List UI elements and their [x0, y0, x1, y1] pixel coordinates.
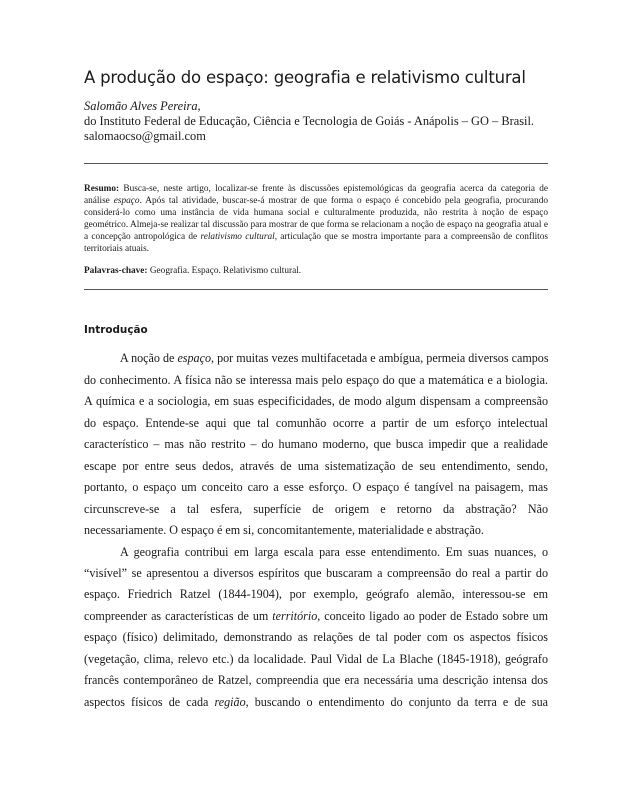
text-line: escape por entre seus dedos, através de uma sistematização de seu entendimento, sendo, [84, 458, 548, 473]
text-emphasis: região [214, 694, 246, 709]
text-emphasis: território [272, 608, 318, 623]
abstract-emphasis-2: relativismo cultural [200, 231, 275, 242]
text-run: , conceito ligado ao poder de Estado sobre um [317, 608, 548, 623]
text-run: , por muitas vezes multifacetada e ambígua, permeia diversos campos [211, 351, 549, 366]
keywords-text: Geografia. Espaço. Relativismo cultural. [147, 266, 302, 277]
keywords-label: Palavras-chave: [84, 266, 148, 277]
text-run: , buscando o entendimento do conjunto da terra e de sua [245, 694, 548, 709]
text-line: portanto, o espaço um conceito caro a esse esforço. O espaço é tangível na paisagem, mas [84, 480, 548, 495]
text-emphasis: espaço [177, 351, 212, 366]
text-line: espaço. Friedrich Ratzel (1844-1904), por exemplo, geógrafo alemão, interessou-se em [84, 587, 548, 602]
author-name: Salomão Alves Pereira, [84, 99, 201, 113]
body-text [84, 348, 548, 713]
author-email: salomaocso@gmail.com [84, 129, 206, 143]
text-line [84, 692, 548, 713]
text-line: A geografia contribui em larga escala para esse entendimento. Em suas nuances, o [120, 544, 548, 559]
text-run: aspectos físicos de cada [84, 694, 215, 709]
text-line [84, 606, 548, 627]
paper-title: A produção do espaço: geografia e relativismo cultural [84, 68, 526, 87]
abstract-emphasis-1: espaço [113, 195, 140, 206]
divider-top [84, 163, 548, 164]
paragraph-1 [84, 348, 548, 541]
divider-bottom [84, 289, 548, 290]
text-line: (vegetação, clima, relevo etc.) da localidade. Paul Vidal de La Blache (1845-1918), geógrafo [84, 651, 548, 666]
abstract [84, 184, 548, 255]
text-line: espaço (físico) delimitado, demonstrando as relações de tal poder com os aspectos físicos [84, 630, 548, 645]
text-line: necessariamente. O espaço é em si, concomitantemente, materialidade e abstração. [84, 523, 484, 538]
text-line: característico – mas não restrito – do humano moderno, que busca impedir que a realidade [84, 437, 548, 452]
text-line: do espaço. Entende-se aqui que tal comunhão ocorre a partir de um esforço intelectual [84, 415, 548, 430]
text-run: A noção de [120, 351, 178, 366]
author-block [84, 99, 548, 144]
abstract-text-2: . Após tal atividade, buscar-se-á mostrar de que forma o espaço é concebido pela geografia, procurando considerá-lo como uma instância de vida humana social e culturalmente produzida, não restrita à noção de espaço geométrico. Almeja-se realizar tal discussão para mostrar de que forma se relacionam a noção de espaço na geografia atual e a concepção antropológica de [84, 195, 549, 242]
keywords [84, 265, 548, 277]
paper-page [84, 68, 548, 713]
abstract-text-1: Busca-se, neste artigo, localizar-se frente às discussões epistemológicas da geografia acerca da categoria de análise [84, 184, 548, 206]
text-line: circunscreve-se a tal esfera, superfície de origem e retorno da abstração? Não [84, 501, 548, 516]
text-line [84, 348, 548, 369]
text-line: “visível” se apresentou a diversos espíritos que buscaram a compreensão do real a partir do [84, 565, 548, 580]
section-heading: Introdução [84, 324, 148, 337]
text-line: do conhecimento. A física não se interessa mais pelo espaço do que a matemática e a biologia. [84, 372, 548, 387]
paragraph-2 [84, 542, 548, 714]
abstract-label: Resumo: [84, 184, 120, 194]
text-line: francês contemporâneo de Ratzel, compreendia que era necessária uma descrição intensa dos [84, 673, 548, 688]
text-run: compreender as características de um [84, 608, 273, 623]
author-affiliation: do Instituto Federal de Educação, Ciência e Tecnologia de Goiás - Anápolis – GO – Brasil. [84, 114, 535, 128]
abstract-text-3: , articulação que se mostra importante para a compreensão de conflitos territoriais atuais. [84, 231, 549, 254]
text-line: A química e a sociologia, em suas especificidades, de modo algum dispensam a compreensão [84, 394, 548, 409]
